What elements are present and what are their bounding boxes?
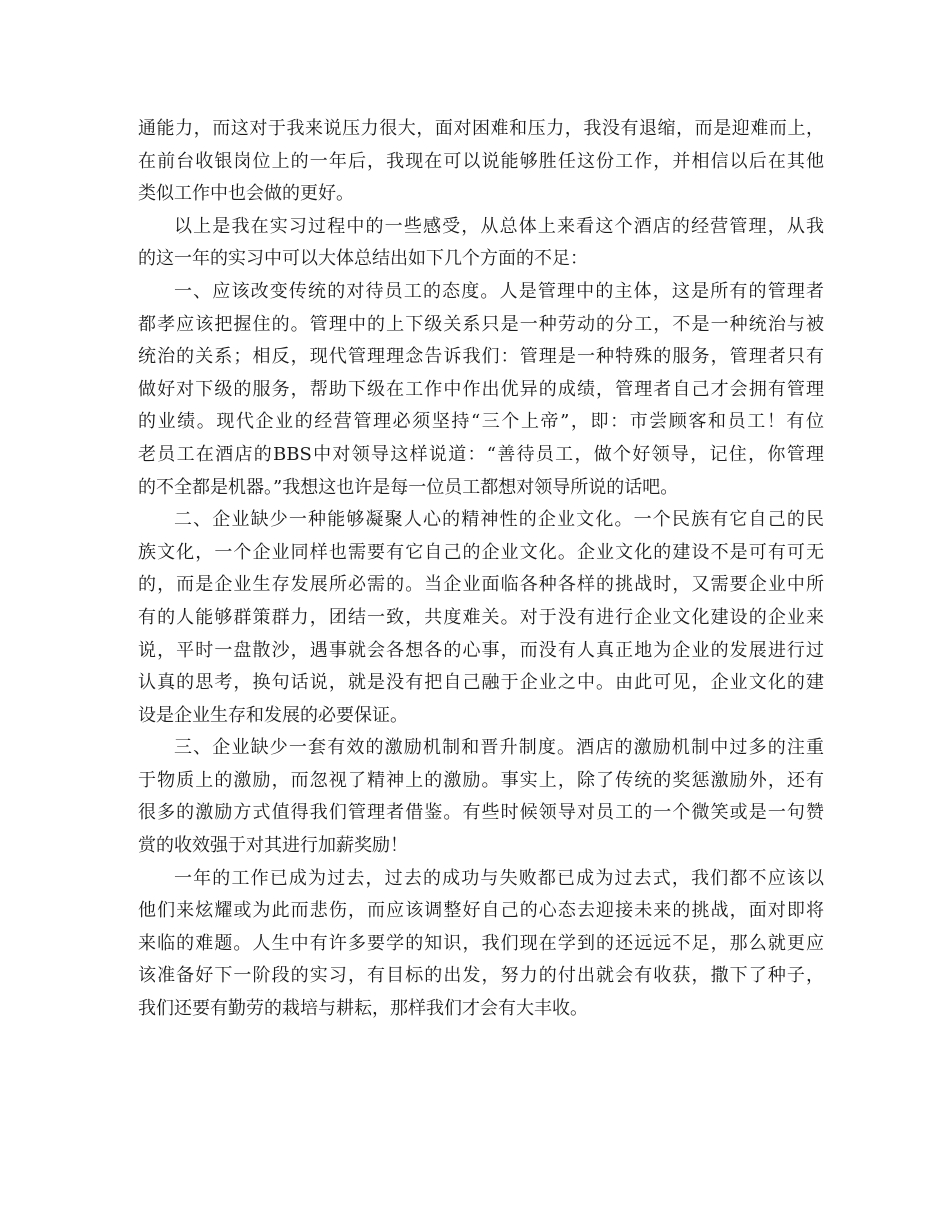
text-line: 来临的难题。人生中有许多要学的知识，我们现在学到的还远远不足，那么就更应 xyxy=(138,932,824,954)
text-line: 一、应该改变传统的对待员工的态度。人是管理中的主体，这是所有的管理者 xyxy=(174,280,824,302)
text-line: 族文化，一个企业同样也需要有它自己的企业文化。企业文化的建设不是可有可无 xyxy=(138,541,824,563)
text-line: 很多的激励方式值得我们管理者借鉴。有些时候领导对员工的一个微笑或是一句赞 xyxy=(138,802,824,824)
text-line: 做好对下级的服务，帮助下级在工作中作出优异的成绩，管理者自己才会拥有管理 xyxy=(138,378,824,400)
text-line: 类似工作中也会做的更好。 xyxy=(138,183,354,205)
text-line: 在前台收银岗位上的一年后，我现在可以说能够胜任这份工作，并相信以后在其他 xyxy=(138,150,824,172)
text-line: 有的人能够群策群力，团结一致，共度难关。对于没有进行企业文化建设的企业来 xyxy=(138,606,824,628)
text-line: 一年的工作已成为过去，过去的成功与失败都已成为过去式，我们都不应该以 xyxy=(174,867,824,889)
text-line: 设是企业生存和发展的必要保证。 xyxy=(138,704,408,726)
text-line: 的业绩。现代企业的经营管理必须坚持“三个上帝”，即：市尝顾客和员工！有位 xyxy=(138,411,824,433)
text-line: 二、企业缺少一种能够凝聚人心的精神性的企业文化。一个民族有它自己的民 xyxy=(174,509,824,531)
text-line: 我们还要有勤劳的栽培与耕耘，那样我们才会有大丰收。 xyxy=(138,998,588,1020)
text-line: 于物质上的激励，而忽视了精神上的激励。事实上，除了传统的奖惩激励外，还有 xyxy=(138,769,824,791)
text-line: 说，平时一盘散沙，遇事就会各想各的心事，而没有人真正地为企业的发展进行过 xyxy=(138,639,824,661)
text-line: 以上是我在实习过程中的一些感受，从总体上来看这个酒店的经营管理，从我 xyxy=(174,215,824,237)
text-line: 赏的收效强于对其进行加薪奖励！ xyxy=(138,835,408,857)
text-line: 通能力，而这对于我来说压力很大，面对困难和压力，我没有退缩，而是迎难而上， xyxy=(138,118,824,139)
text-line: 认真的思考，换句话说，就是没有把自己融于企业之中。由此可见，企业文化的建 xyxy=(138,672,824,694)
text-line: 的这一年的实习中可以大体总结出如下几个方面的不足： xyxy=(138,248,588,270)
text-line: 统治的关系；相反，现代管理理念告诉我们：管理是一种特殊的服务，管理者只有 xyxy=(138,346,824,368)
text-line: 三、企业缺少一套有效的激励机制和晋升制度。酒店的激励机制中过多的注重 xyxy=(174,737,824,759)
text-line: 的不全都是机器。”我想这也许是每一位员工都想对领导所说的话吧。 xyxy=(138,476,679,498)
text-line: 都孝应该把握住的。管理中的上下级关系只是一种劳动的分工，不是一种统治与被 xyxy=(138,313,824,335)
text-line: 该准备好下一阶段的实习，有目标的出发，努力的付出就会有收获，撒下了种子， xyxy=(138,965,824,987)
document-body xyxy=(138,113,824,1026)
text-line: 老员工在酒店的BBS中对领导这样说道：“善待员工，做个好领导，记住，你管理 xyxy=(138,443,824,465)
text-line: 的，而是企业生存发展所必需的。当企业面临各种各样的挑战时，又需要企业中所 xyxy=(138,574,824,596)
text-line: 他们来炫耀或为此而悲伤，而应该调整好自己的心态去迎接未来的挑战，面对即将 xyxy=(138,900,824,922)
